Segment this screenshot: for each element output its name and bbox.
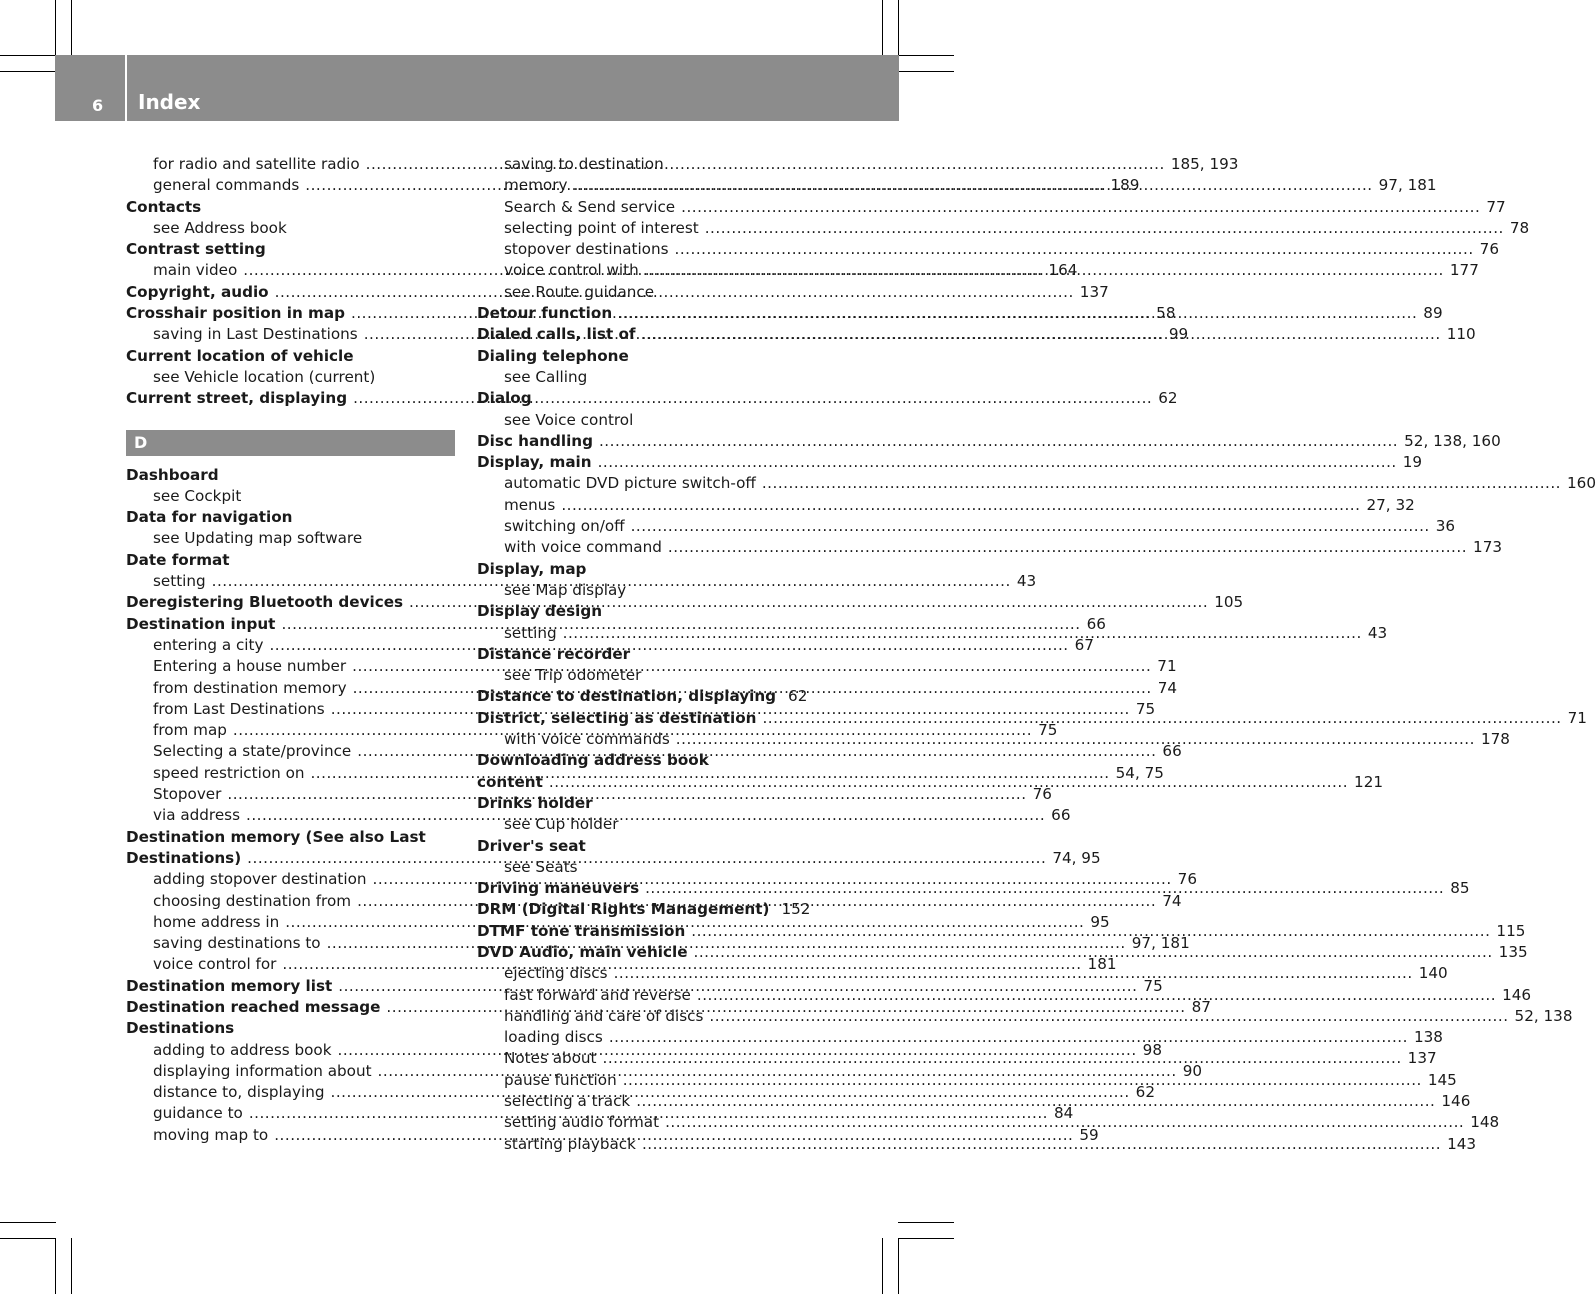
entry-text: guidance to: [153, 1104, 243, 1123]
leader-dots: [599, 431, 1398, 452]
entry-text: selecting point of interest: [504, 218, 699, 237]
entry-text: setting: [504, 623, 557, 642]
entry-text: automatic DVD picture switch-off: [504, 474, 756, 493]
leader-dots: [614, 963, 1413, 984]
index-subentry: [126, 528, 455, 549]
entry-text: moving map to: [153, 1125, 269, 1144]
leader-dots: [691, 921, 1490, 942]
crop-mark: [898, 1222, 954, 1223]
crop-mark: [882, 1238, 883, 1294]
page-reference: 71: [1567, 708, 1587, 727]
index-entry: [477, 601, 806, 622]
entry-text: DVD Audio, main vehicle: [477, 942, 688, 961]
index-entry: [126, 239, 455, 260]
page-reference: 145: [1427, 1070, 1457, 1089]
entry-text: adding to address book: [153, 1040, 332, 1059]
entry-text: DTMF tone transmission: [477, 921, 686, 940]
entry-text: with voice commands: [504, 730, 670, 749]
entry-text: see Map display: [504, 580, 627, 599]
page-reference: 74: [1157, 678, 1178, 697]
page-reference: 90: [1182, 1061, 1203, 1080]
page-reference: 43: [1016, 572, 1037, 591]
leader-dots: [668, 537, 1467, 558]
entry-text: Deregistering Bluetooth devices: [126, 593, 404, 612]
entry-text: with voice command: [504, 538, 662, 557]
page-reference: 62: [1158, 389, 1178, 408]
entry-text: Notes about: [504, 1049, 597, 1068]
leader-dots: [762, 473, 1561, 494]
leader-dots: [642, 324, 1441, 345]
page-reference: 66: [1086, 614, 1106, 633]
entry-text: from map: [153, 721, 227, 740]
entry-text: see Trip odometer: [504, 666, 642, 685]
entry-text: general commands: [153, 176, 300, 195]
page-reference: 160: [1567, 474, 1596, 493]
entry-text: for radio and satellite radio: [153, 155, 360, 173]
index-entry: [126, 465, 455, 486]
leader-dots: [697, 985, 1496, 1006]
index-subentry: [477, 239, 1499, 260]
page-reference: 146: [1502, 985, 1532, 1004]
entry-text: entering a city: [153, 635, 264, 654]
entry-text: Destination input: [126, 614, 276, 633]
entry-text: from Last Destinations: [153, 699, 325, 718]
index-entry: [126, 507, 455, 528]
entry-text: handling and care of discs: [504, 1006, 704, 1025]
entry-text: via address: [153, 806, 241, 825]
page-reference: 110: [1446, 325, 1476, 344]
entry-text: Entering a house number: [153, 657, 347, 676]
entry-text: from destination memory: [153, 678, 347, 697]
index-subentry: [477, 516, 1456, 537]
page-reference: 77: [1486, 197, 1506, 216]
entry-text: selecting a track: [504, 1092, 631, 1111]
leader-dots: [549, 772, 1348, 793]
entry-text: Destinations: [126, 1019, 235, 1038]
page-reference: 140: [1418, 964, 1448, 983]
page-reference: 137: [1079, 282, 1109, 301]
crop-mark: [71, 1238, 72, 1294]
leader-dots: [603, 1048, 1402, 1069]
entry-text: Selecting a state/province: [153, 742, 352, 761]
index-subentry: [477, 580, 806, 601]
index-entry: [477, 644, 806, 665]
page-reference: 137: [1407, 1049, 1437, 1068]
page-reference: 67: [1074, 635, 1094, 654]
index-entry: [477, 899, 811, 920]
page-reference: 138: [1413, 1028, 1443, 1047]
index-entry: [126, 1018, 455, 1039]
entry-text: Current location of vehicle: [126, 346, 354, 365]
index-subentry: [477, 197, 1506, 218]
page-reference: 76: [1177, 870, 1197, 889]
crop-mark: [898, 55, 954, 56]
crop-mark: [0, 1238, 56, 1239]
leader-dots: [709, 1006, 1508, 1027]
page-reference: 189: [1110, 176, 1140, 195]
entry-text: Detour function: [477, 304, 613, 323]
page-reference: 135: [1498, 942, 1528, 961]
crop-mark: [0, 55, 56, 56]
entry-text: Destinations): [126, 848, 242, 867]
entry-text: loading discs: [504, 1028, 603, 1047]
page-reference: 62: [788, 687, 808, 706]
entry-text: setting audio format: [504, 1113, 660, 1132]
leader-dots: [573, 175, 1372, 196]
index-subentry: [477, 814, 806, 835]
entry-text: fast forward and reverse: [504, 985, 691, 1004]
entry-text: Crosshair position in map: [126, 304, 345, 323]
page-header: [55, 55, 899, 121]
crop-mark: [898, 1238, 899, 1294]
entry-text: saving destinations to: [153, 934, 321, 953]
index-subentry: [477, 154, 806, 175]
page-reference: 74: [1162, 891, 1182, 910]
header-divider: [125, 55, 127, 121]
entry-text: Drinks holder: [477, 793, 593, 812]
page-reference: 105: [1214, 593, 1244, 612]
index-entry: [477, 686, 806, 707]
index-entry: [477, 346, 806, 367]
entry-text: Dialed calls, list of: [477, 325, 636, 344]
index-entry: [126, 346, 455, 367]
entry-text: Search & Send service: [504, 197, 676, 216]
index-subentry: [126, 486, 455, 507]
index-subentry: [477, 218, 1530, 239]
entry-text: Destination memory (See also Last: [126, 827, 426, 846]
entry-text: voice control for: [153, 955, 277, 974]
page-reference: 87: [1191, 997, 1211, 1016]
index-entry: [477, 559, 806, 580]
entry-text: saving to destination: [504, 155, 664, 173]
page-title: Index: [138, 90, 201, 114]
entry-text: Distance recorder: [477, 644, 631, 663]
leader-dots: [694, 942, 1493, 963]
entry-text: Downloading address book: [477, 751, 709, 770]
page-reference: 66: [1051, 806, 1071, 825]
leader-dots: [598, 452, 1397, 473]
page-reference: 99: [1168, 325, 1189, 344]
entry-text: Dashboard: [126, 465, 219, 484]
index-subentry: [477, 282, 806, 303]
crop-mark: [55, 0, 56, 56]
page-reference: 76: [1479, 240, 1499, 259]
page-reference: 78: [1509, 218, 1530, 237]
leader-dots: [705, 218, 1504, 239]
leader-dots: [563, 623, 1362, 644]
entry-text: Copyright, audio: [126, 282, 269, 301]
entry-text: see Cup holder: [504, 815, 619, 834]
index-subentry: [477, 495, 1415, 516]
page-reference: 36: [1435, 517, 1456, 536]
page-reference: 75: [1143, 976, 1163, 995]
entry-text: see Calling: [504, 367, 588, 386]
entry-text: ejecting discs: [504, 964, 608, 983]
entry-text: Contrast setting: [126, 240, 266, 259]
entry-text: switching on/off: [504, 517, 625, 536]
entry-text: Driving maneuvers: [477, 879, 640, 898]
page-reference: 59: [1079, 1125, 1099, 1144]
index-entry: [126, 827, 455, 848]
leader-dots: [631, 516, 1430, 537]
leader-dots: [609, 1027, 1408, 1048]
entry-text: Stopover: [153, 785, 222, 804]
entry-text: see Updating map software: [153, 529, 363, 548]
leader-dots: [645, 260, 1444, 281]
entry-text: District, selecting as destination: [477, 708, 757, 727]
page-reference: 85: [1450, 879, 1470, 898]
index-subentry: [477, 857, 806, 878]
index-subentry: [477, 410, 806, 431]
crop-mark: [55, 1238, 56, 1294]
page-reference: 54, 75: [1115, 763, 1164, 782]
page-number: 6: [92, 96, 104, 115]
page-reference: 71: [1157, 657, 1177, 676]
crop-mark: [898, 1238, 954, 1239]
page-reference: 173: [1473, 538, 1503, 557]
entry-text: see Address book: [153, 218, 287, 237]
entry-text: memory: [504, 176, 568, 195]
page-reference: 177: [1449, 261, 1479, 280]
entry-text: distance to, displaying: [153, 1083, 325, 1102]
entry-text: Contacts: [126, 197, 202, 216]
crop-mark: [71, 0, 72, 56]
page-reference: 27, 32: [1366, 495, 1415, 514]
page-reference: 97, 181: [1131, 934, 1190, 953]
crop-mark: [0, 71, 56, 72]
page-reference: 143: [1447, 1134, 1477, 1153]
page-reference: 76: [1032, 785, 1052, 804]
page-reference: 62: [1135, 1083, 1155, 1102]
entry-text: Date format: [126, 550, 230, 569]
entry-text: see Voice control: [504, 410, 634, 429]
page-reference: 185, 193: [1170, 155, 1239, 173]
leader-dots: [676, 729, 1475, 750]
page-reference: 58: [1156, 304, 1176, 323]
index-subentry: [126, 218, 455, 239]
page-reference: 75: [1038, 721, 1058, 740]
entry-text: menus: [504, 495, 556, 514]
leader-dots: [762, 708, 1561, 729]
entry-text: voice control with: [504, 261, 639, 280]
entry-text: Current street, displaying: [126, 389, 348, 408]
page-reference: 95: [1090, 912, 1110, 931]
index-subentry: [477, 473, 1596, 494]
entry-text: starting playback: [504, 1134, 636, 1153]
page-reference: 98: [1142, 1040, 1162, 1059]
leader-dots: [561, 495, 1360, 516]
entry-text: speed restriction on: [153, 763, 305, 782]
index-entry: [477, 750, 806, 771]
entry-text: adding stopover destination: [153, 870, 367, 889]
index-entry: [477, 431, 1501, 452]
entry-text: saving in Last Destinations: [153, 325, 358, 344]
crop-mark: [0, 1222, 56, 1223]
page-reference: 121: [1354, 772, 1384, 791]
entry-text: Display, main: [477, 453, 592, 472]
entry-text: DRM (Digital Rights Management): [477, 900, 770, 919]
page-reference: 52, 138, 160: [1404, 431, 1501, 450]
entry-text: Disc handling: [477, 431, 593, 450]
index-subentry: [477, 665, 806, 686]
leader-dots: [636, 1091, 1435, 1112]
index-entry: [477, 388, 806, 409]
leader-dots: [642, 1134, 1441, 1155]
index-entry: [477, 452, 1423, 473]
index-subentry: [126, 367, 455, 388]
page-reference: 178: [1480, 730, 1510, 749]
entry-text: main video: [153, 261, 238, 280]
page-reference: 181: [1087, 955, 1117, 974]
index-entry: [477, 836, 806, 857]
entry-text: Data for navigation: [126, 508, 293, 527]
entry-text: stopover destinations: [504, 240, 669, 259]
entry-text: see Cockpit: [153, 486, 242, 505]
page-reference: 89: [1423, 304, 1443, 323]
entry-text: pause function: [504, 1070, 617, 1089]
page-reference: 152: [781, 900, 811, 919]
entry-text: see Vehicle location (current): [153, 367, 376, 386]
leader-dots: [618, 303, 1417, 324]
crop-mark: [898, 0, 899, 56]
entry-text: Dialing telephone: [477, 346, 629, 365]
entry-text: choosing destination from: [153, 891, 352, 910]
index-subentry: [477, 537, 1503, 558]
index-subentry: [477, 1027, 1443, 1048]
page-reference: 66: [1162, 742, 1182, 761]
crop-mark: [898, 71, 954, 72]
page-reference: 148: [1470, 1113, 1500, 1132]
leader-dots: [675, 239, 1474, 260]
index-entry: [477, 793, 806, 814]
page-reference: 19: [1402, 453, 1423, 472]
page-reference: 115: [1496, 921, 1526, 940]
entry-text: home address in: [153, 912, 280, 931]
leader-dots: [665, 1112, 1464, 1133]
page-reference: 164: [1048, 261, 1078, 280]
page-reference: 75: [1135, 699, 1156, 718]
entry-text: setting: [153, 572, 206, 591]
index-entry: [126, 197, 455, 218]
entry-text: displaying information about: [153, 1061, 372, 1080]
page-reference: 52, 138: [1514, 1006, 1573, 1025]
page-reference: 84: [1053, 1104, 1074, 1123]
leader-dots: [623, 1070, 1422, 1091]
index-entry: [126, 550, 455, 571]
page-reference: 97, 181: [1378, 176, 1437, 195]
page-reference: 74, 95: [1052, 848, 1101, 867]
leader-dots: [645, 878, 1444, 899]
section-letter-bar: D: [126, 430, 455, 456]
crop-mark: [882, 0, 883, 56]
index-subentry: [477, 367, 806, 388]
entry-text: Dialog: [477, 389, 532, 408]
leader-dots: [681, 197, 1480, 218]
entry-text: Distance to destination, displaying: [477, 687, 777, 706]
entry-text: see Route guidance: [504, 282, 655, 301]
entry-text: Driver's seat: [477, 836, 586, 855]
entry-text: Destination reached message: [126, 997, 381, 1016]
entry-text: Display design: [477, 602, 602, 621]
entry-text: see Seats: [504, 857, 578, 876]
page-reference: 146: [1441, 1092, 1471, 1111]
entry-text: Display, map: [477, 559, 587, 578]
entry-text: content: [477, 772, 543, 791]
page-reference: 43: [1367, 623, 1388, 642]
entry-text: Destination memory list: [126, 976, 333, 995]
